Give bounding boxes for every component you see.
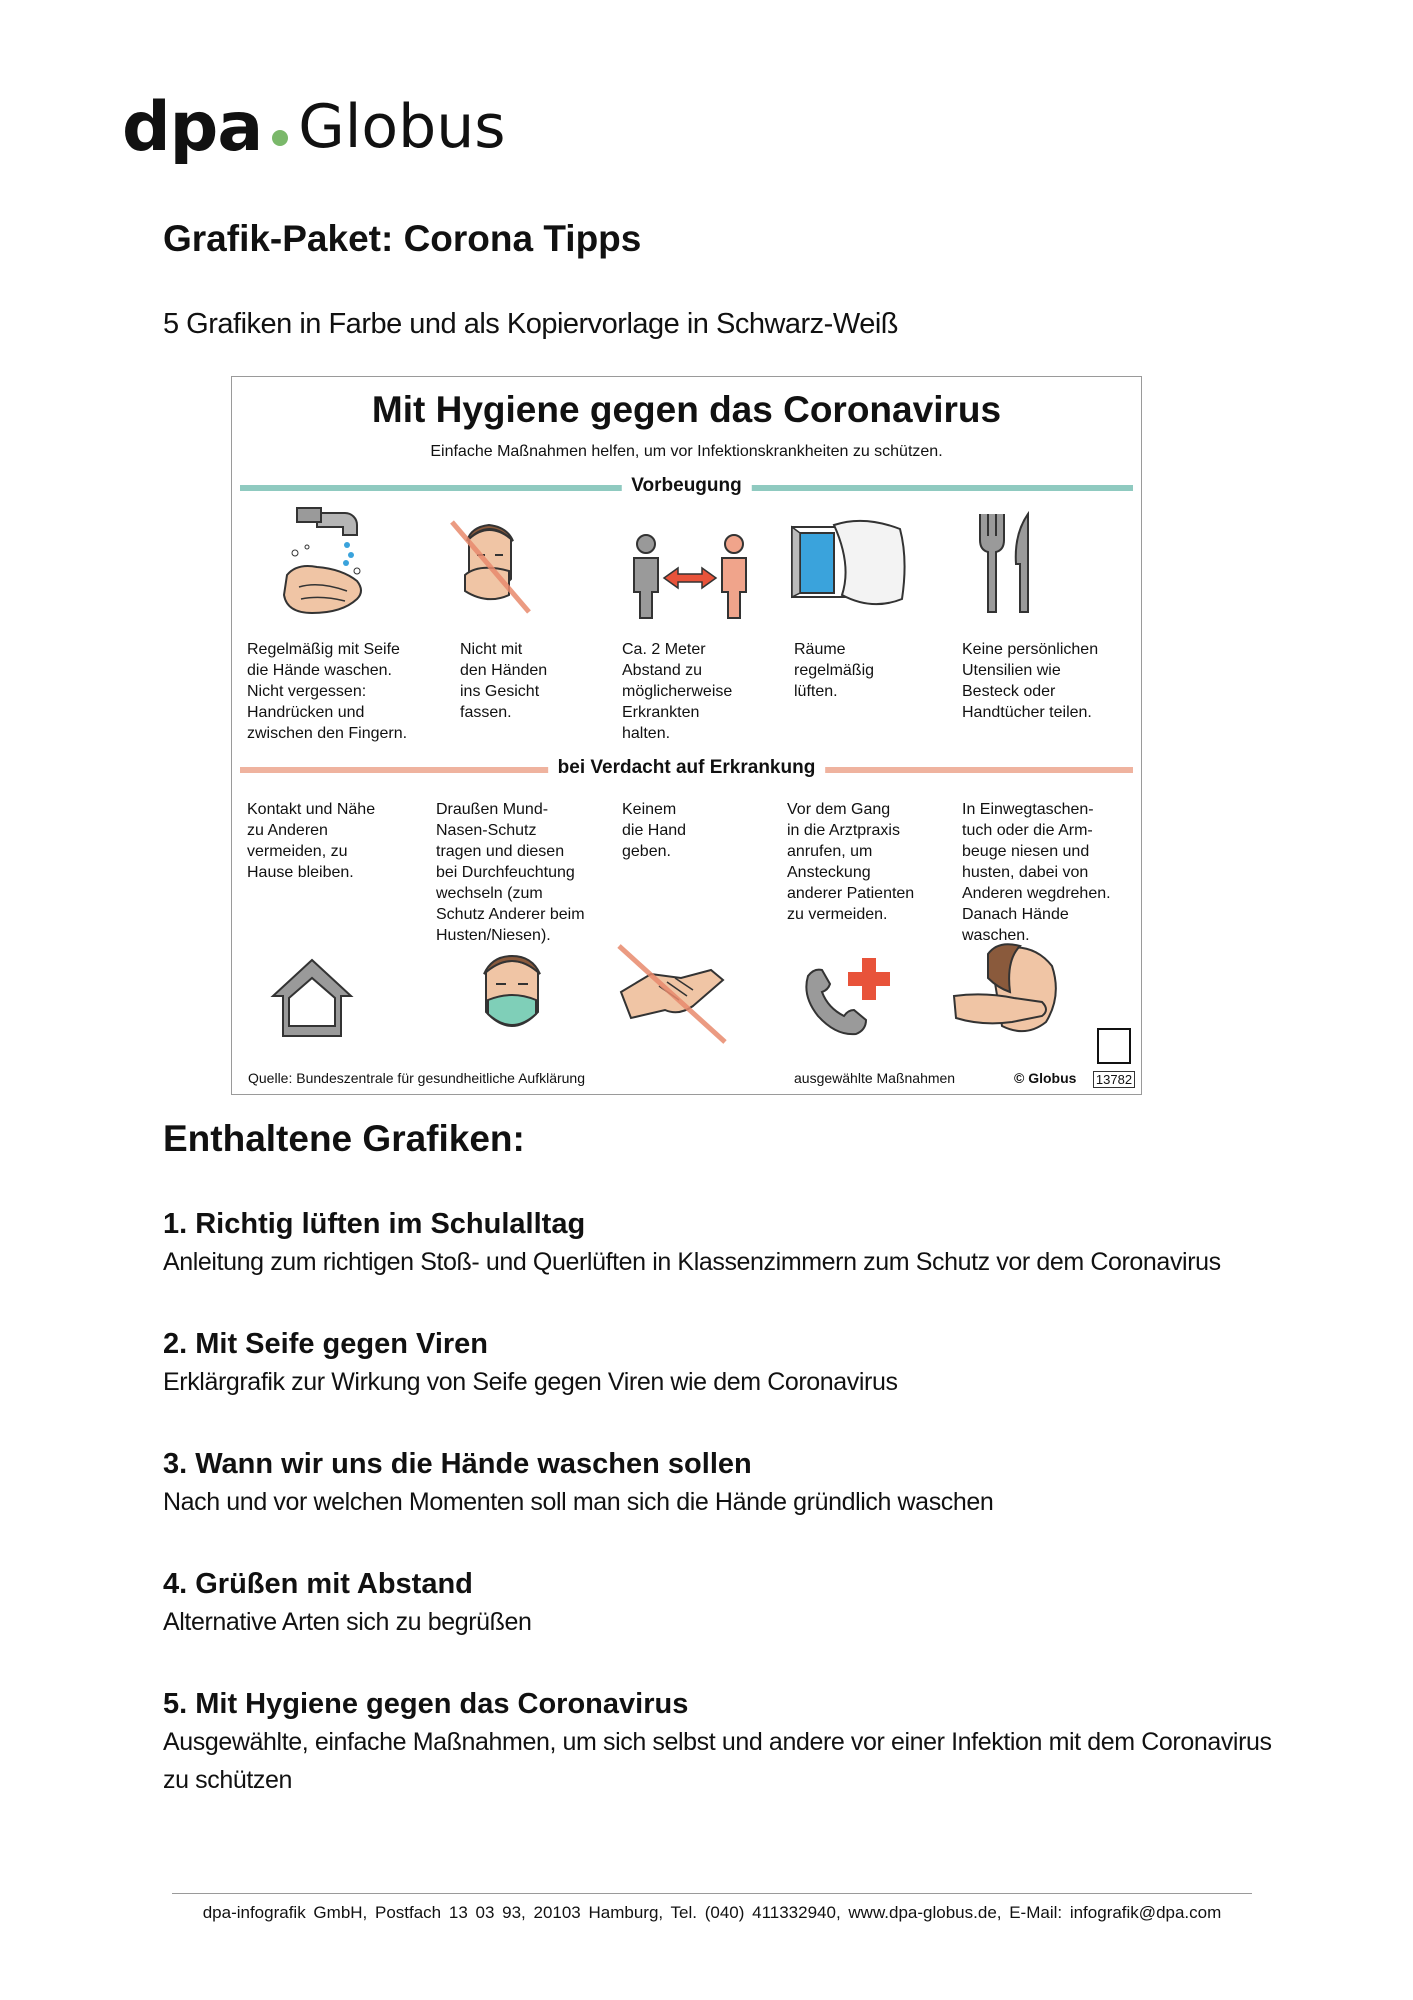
item-title: 4. Grüßen mit Abstand xyxy=(163,1568,473,1600)
tip-distance: Ca. 2 Meter Abstand zu möglicherweise Erkrankten halten. xyxy=(622,641,733,742)
infographic-title: Mit Hygiene gegen das Coronavirus xyxy=(371,389,1002,430)
item-description: Nach und vor welchen Momenten soll man sich die Hände gründlich waschen xyxy=(163,1488,994,1516)
tip-no-face-touching: Nicht mit den Händen ins Gesicht fassen. xyxy=(460,641,548,721)
item-title: 3. Wann wir uns die Hände waschen sollen xyxy=(163,1448,752,1480)
list-item xyxy=(163,1325,1293,1401)
section-suspicion xyxy=(240,757,1133,781)
phone-doctor-icon xyxy=(800,952,900,1042)
infographic-number: 13782 xyxy=(1093,1071,1135,1088)
item-description: Alternative Arten sich zu begrüßen xyxy=(163,1608,532,1636)
house-icon xyxy=(267,952,357,1042)
footer-contact: dpa-infografik GmbH, Postfach 13 03 93, 20103 Hamburg, Tel. (040) 411332940, www.dpa-globus.de, E-Mail: infografik@dpa.com xyxy=(202,1903,1222,1922)
tip-stay-home: Kontakt und Nähe zu Anderen vermeiden, zu Hause bleiben. xyxy=(247,801,376,881)
item-description: Ausgewählte, einfache Maßnahmen, um sich selbst und andere vor einer Infektion mit dem Coronavirus zu schützen xyxy=(163,1728,1272,1794)
no-face-touching-icon xyxy=(447,517,532,617)
tip-face-mask: Draußen Mund- Nasen-Schutz tragen und diesen bei Durchfeuchtung wechseln (zum Schutz Anderer beim Husten/Niesen). xyxy=(436,801,585,944)
package-subtitle: 5 Grafiken in Farbe und als Kopiervorlage in Schwarz-Weiß xyxy=(163,308,898,340)
list-item xyxy=(163,1205,1293,1281)
item-description: Erklärgrafik zur Wirkung von Seife gegen Viren wie dem Coronavirus xyxy=(163,1368,898,1396)
infographic-note: ausgewählte Maßnahmen xyxy=(794,1070,956,1086)
infographic-source: Quelle: Bundeszentrale für gesundheitliche Aufklärung xyxy=(248,1070,585,1086)
section-label: Vorbeugung xyxy=(621,475,751,497)
tip-ventilate: Räume regelmäßig lüften. xyxy=(794,641,875,700)
logo-dpa: dpa xyxy=(122,87,263,167)
hand-washing-icon xyxy=(277,505,367,620)
infographic xyxy=(231,376,1142,1095)
list-item xyxy=(163,1445,1293,1521)
item-description: Anleitung zum richtigen Stoß- und Querlüften in Klassenzimmern zum Schutz vor dem Coronavirus xyxy=(163,1248,1221,1276)
item-title: 2. Mit Seife gegen Viren xyxy=(163,1328,489,1360)
cutlery-icon xyxy=(972,510,1042,620)
globus-logo-icon xyxy=(1097,1028,1131,1064)
tip-cutlery: Keine persönlichen Utensilien wie Besteck oder Handtücher teilen. xyxy=(962,641,1099,721)
logo-globus: Globus xyxy=(298,92,506,162)
item-title: 1. Richtig lüften im Schulalltag xyxy=(163,1208,586,1240)
logo-dot xyxy=(272,130,288,146)
no-handshake-icon xyxy=(615,942,730,1047)
face-mask-icon xyxy=(472,950,552,1042)
contained-heading: Enthaltene Grafiken: xyxy=(163,1118,525,1159)
tip-no-handshake: Keinem die Hand geben. xyxy=(622,801,687,860)
dpa-globus-logo xyxy=(122,82,506,172)
list-item xyxy=(163,1685,1293,1799)
section-prevention xyxy=(240,475,1133,499)
sneeze-elbow-icon xyxy=(950,942,1080,1047)
package-title: Grafik-Paket: Corona Tipps xyxy=(163,218,642,259)
distance-icon xyxy=(630,532,750,622)
section-label: bei Verdacht auf Erkrankung xyxy=(548,757,826,779)
tip-call-doctor: Vor dem Gang in die Arztpraxis anrufen, um Ansteckung anderer Patienten zu vermeiden. xyxy=(787,801,915,923)
footer-divider xyxy=(172,1893,1252,1894)
open-window-icon xyxy=(790,517,915,617)
infographic-copyright: © Globus xyxy=(1014,1070,1077,1086)
infographic-subtitle: Einfache Maßnahmen helfen, um vor Infektionskrankheiten zu schützen. xyxy=(430,443,943,460)
tip-hand-washing: Regelmäßig mit Seife die Hände waschen. Nicht vergessen: Handrücken und zwischen den Fingern. xyxy=(247,641,408,742)
item-title: 5. Mit Hygiene gegen das Coronavirus xyxy=(163,1688,689,1720)
list-item xyxy=(163,1565,1293,1641)
tip-sneeze-elbow: In Einwegtaschen- tuch oder die Arm- beuge niesen und husten, dabei von Anderen wegdrehen. Danach Hände waschen. xyxy=(962,801,1111,944)
